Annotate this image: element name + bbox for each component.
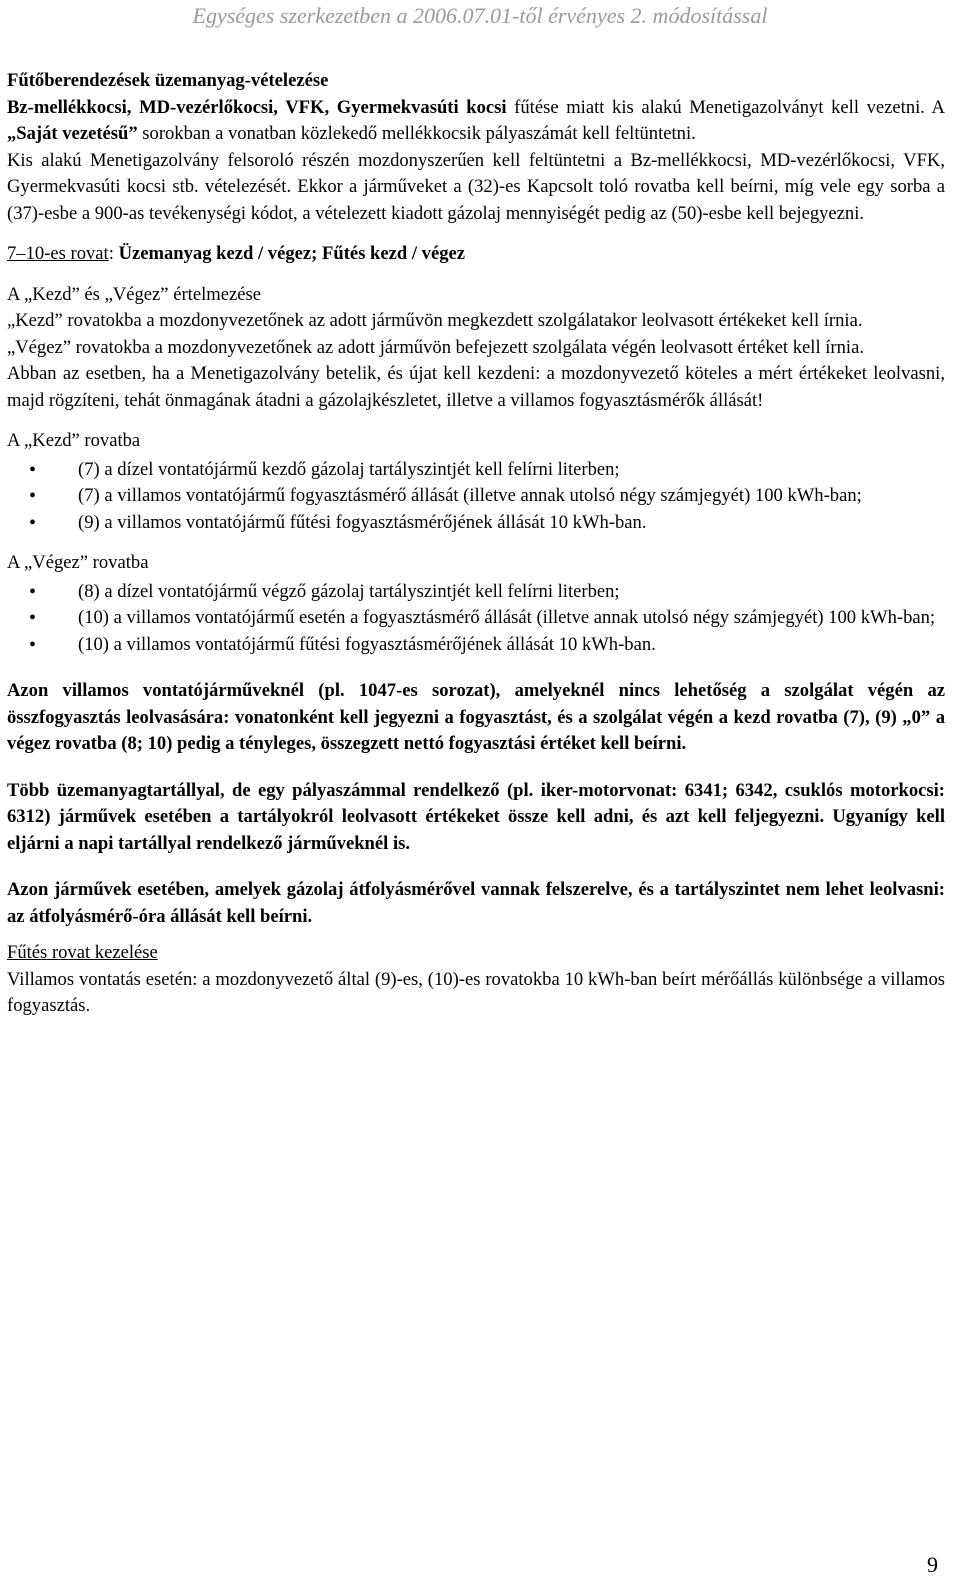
section-heading-7-10: 7–10-es rovat: Üzemanyag kezd / végez; Fűtés kezd / végez <box>7 243 466 264</box>
paragraph-flow-meter: Azon járművek esetében, amelyek gázolaj átfolyásmérővel vannak felszerelve, és a tartályszintet nem lehet leolvasni: az átfolyásmérő-óra állását kell beírni. <box>7 879 945 927</box>
subheading-kezd-column: A „Kezd” rovatba <box>7 430 141 451</box>
paragraph-multiple-tanks: Több üzemanyagtartállyal, de egy pályaszámmal rendelkező (pl. iker-motorvonat: 6341; 6342, csuklós motorkocsi: 6312) járművek esetében a tartályokról leolvasott értékeket össze kell adni, és azt kell feljegyezni. Ugyanígy kell eljárni a napi tartállyal rendelkező járműveknél is. <box>7 779 945 854</box>
paragraph-heating: Villamos vontatás esetén: a mozdonyvezető által (9)-es, (10)-es rovatokba 10 kWh-ban beírt mérőállás különbsége a villamos fogyasztás. <box>7 968 945 1016</box>
page-content <box>7 68 945 1020</box>
vegez-list <box>7 579 945 659</box>
paragraph-vegez-definition: „Végez” rovatokba a mozdonyvezetőnek az adott járművön befejezett szolgálata végén leolvasott értéket kell írnia. <box>7 336 864 358</box>
subheading-interpretation: A „Kezd” és „Végez” értelmezése <box>7 283 261 305</box>
subheading-heating-column: Fűtés rovat kezelése <box>7 942 158 963</box>
kezd-list <box>7 457 945 537</box>
section-title: Üzemanyag kezd / végez; Fűtés kezd / végez <box>118 243 466 264</box>
subheading-vegez-column: A „Végez” rovatba <box>7 552 149 573</box>
paragraph-heater-intro: Bz-mellékkocsi, MD-vezérlőkocsi, VFK, Gyermekvasúti kocsi fűtése miatt kis alakú Menetigazolványt kell vezetni. A „Saját vezetésű” sorokban a vonatban közlekedő mellékkocsik pályaszámát kell feltüntetni. <box>7 96 945 144</box>
list-item: • (9) a villamos vontatójármű fűtési fogyasztásmérőjének állását 10 kWh-ban. <box>7 510 945 537</box>
list-item: • (7) a villamos vontatójármű fogyasztásmérő állását (illetve annak utolsó négy számjegyét) 100 kWh-ban; <box>7 483 945 510</box>
page-number: 9 <box>927 1552 938 1577</box>
section-title-heater-fuel: Fűtőberendezések üzemanyag-vételezése <box>7 70 329 91</box>
paragraph-heater-listing: Kis alakú Menetigazolvány felsoroló részén mozdonyszerűen kell feltüntetni a Bz-mellékkocsi, MD-vezérlőkocsi, VFK, Gyermekvasúti kocsi stb. vételezését. Ekkor a járműveket a (32)-es Kapcsolt toló rovatba kell beírni, míg vele egy sorba a (37)-esbe a 900-as tevékenységi kódot, a vételezett kiadott gázolaj mennyiségét pedig az (50)-esbe kell bejegyezni. <box>7 149 945 224</box>
list-item: • (10) a villamos vontatójármű fűtési fogyasztásmérőjének állását 10 kWh-ban. <box>7 632 945 659</box>
list-item: • (10) a villamos vontatójármű esetén a fogyasztásmérő állását (illetve annak utolsó négy számjegyét) 100 kWh-ban; <box>7 605 945 632</box>
list-item: • (7) a dízel vontatójármű kezdő gázolaj tartályszintjét kell felírni literben; <box>7 457 945 484</box>
paragraph-kezd-definition: „Kezd” rovatokba a mozdonyvezetőnek az adott járművön megkezdett szolgálatakor leolvasott értékeket kell írnia. <box>7 310 863 331</box>
paragraph-full-document: Abban az esetben, ha a Menetigazolvány betelik, és újat kell kezdeni: a mozdonyvezető köteles a mért értékeket leolvasni, majd rögzíteni, tehát önmagának átadni a gázolajkészletet, illetve a villamos fogyasztásmérők állását! <box>7 363 945 411</box>
section-label: 7–10-es rovat <box>7 243 109 264</box>
page-header: Egységes szerkezetben a 2006.07.01-től érvényes 2. módosítással <box>192 3 768 28</box>
paragraph-electric-no-readout: Azon villamos vontatójárműveknél (pl. 1047-es sorozat), amelyeknél nincs lehetőség a szolgálat végén az összfogyasztás leolvasására: vonatonként kell jegyezni a fogyasztást, és a szolgálat végén a kezd rovatba (7), (9) „0” a végez rovatba (8; 10) pedig a tényleges, összegzett nettó fogyasztási értéket kell beírni. <box>7 680 945 754</box>
list-item: • (8) a dízel vontatójármű végző gázolaj tartályszintjét kell felírni literben; <box>7 579 945 606</box>
